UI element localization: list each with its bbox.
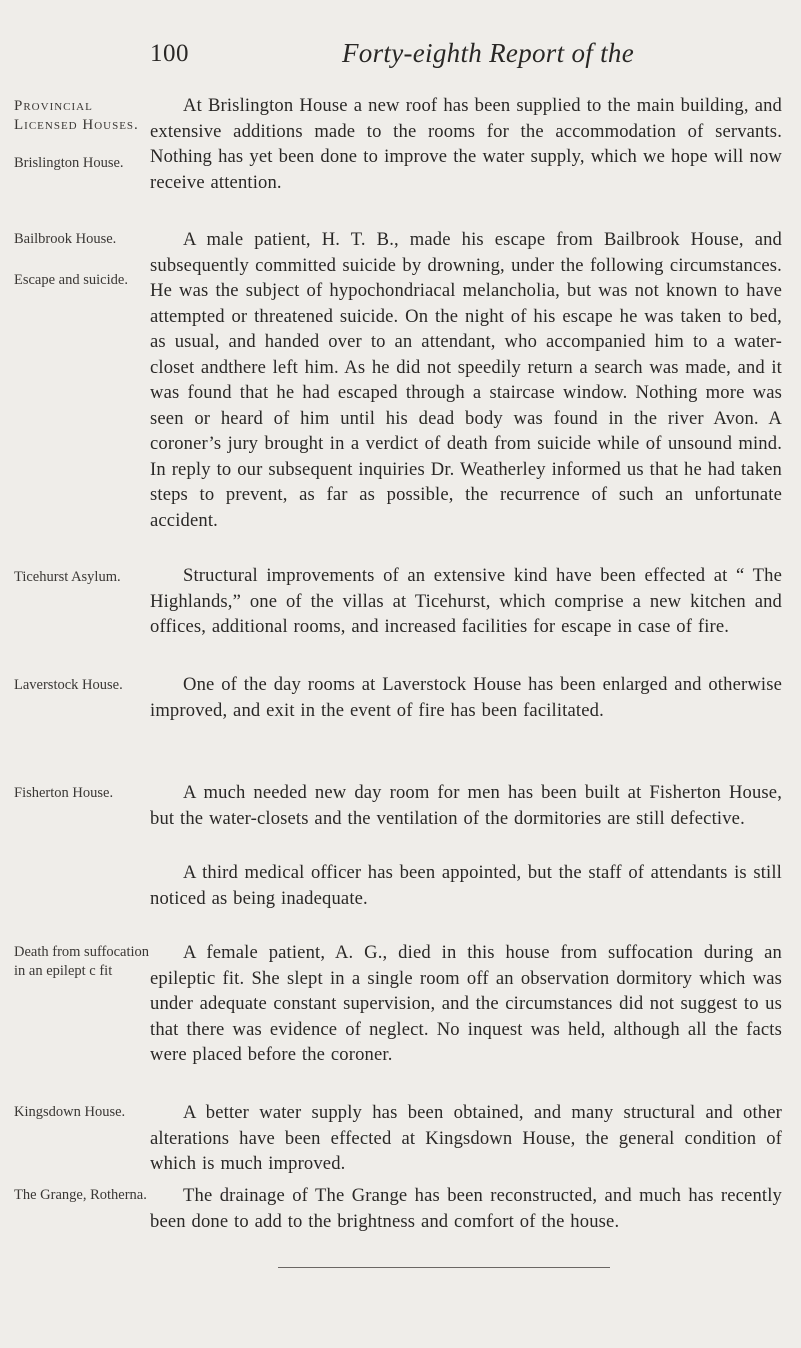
margin-note-escape: Escape and suicide. (14, 272, 128, 288)
margin-note-laverstock: Laverstock House. (14, 677, 123, 693)
end-rule (278, 1267, 610, 1268)
margin-note-fisherton: Fisherton House. (14, 785, 114, 801)
margin-note-death: Death from suffocation in an epilept c fit (14, 944, 150, 979)
paragraph-brislington: At Brislington House a new roof has been supplied to the main building, and extensive additions made to the rooms for the accommodation of servants. Nothing has yet been done to improve the water supply, which we hope will now receive attention. (150, 95, 782, 193)
margin-note-grange: The Grange, Rotherna. (14, 1187, 147, 1203)
margin-note-provincial-text: Provincial Licensed Houses. (14, 98, 139, 133)
margin-note-ticehurst: Ticehurst Asylum. (14, 569, 121, 585)
page-header (150, 40, 800, 80)
margin-note-provincial (14, 97, 154, 135)
paragraph-kingsdown: A better water supply has been obtained, and many structural and other alterations have been effected at Kingsdown House, the general condition of which is much improved. (150, 1102, 782, 1174)
paragraph-bailbrook: A male patient, H. T. B., made his escape from Bailbrook House, and subsequently committed suicide by drowning, under the following circumstances. He was the subject of hypochondriacal melancholia, but was not known to have attempted or threatened suicide. On the night of his escape he was taken to bed, as usual, and handed over to an attendant, who accompanied him to a water-closet andthere left him. As he did not speedily return a search was made, and it was found that he had escaped through a staircase window. Nothing more was seen or heard of him until his dead body was found in the river Avon. A coroner’s jury brought in a verdict of death from suicide while of unsound mind. In reply to our subsequent inquiries Dr. Weatherley informed us that he had taken steps to prevent, as far as possible, the recurrence of such an unfortunate accident. (150, 229, 782, 531)
paragraph-grange: The drainage of The Grange has been reconstructed, and much has recently been done to add to the brightness and comfort of the house. (150, 1185, 782, 1232)
paragraph-fisherton: A much needed new day room for men has been built at Fisherton House, but the water-closets and the ventilation of the dormitories are still defective. (150, 782, 782, 829)
margin-note-kingsdown: Kingsdown House. (14, 1104, 126, 1120)
page-number: 100 (150, 40, 189, 67)
paragraph-laverstock: One of the day rooms at Laverstock House has been enlarged and otherwise improved, and exit in the event of fire has been facilitated. (150, 674, 782, 721)
margin-note-bailbrook: Bailbrook House. (14, 231, 117, 247)
paragraph-medical-officer: A third medical officer has been appointed, but the staff of attendants is still noticed as being inadequate. (150, 862, 782, 909)
paragraph-ticehurst: Structural improvements of an extensive kind have been effected at “ The Highlands,” one of the villas at Ticehurst, which comprise a new kitchen and offices, additional rooms, and increased facilities for escape in case of fire. (150, 565, 782, 637)
paragraph-death: A female patient, A. G., died in this house from suffocation during an epileptic fit. She slept in a single room off an observation dormitory which was under adequate constant supervision, and the circumstances did not suggest to us that there was evidence of neglect. No inquest was held, although all the facts were placed before the coroner. (150, 942, 782, 1065)
running-title: Forty-eighth Report of the (342, 38, 634, 68)
margin-note-brislington: Brislington House. (14, 155, 124, 171)
